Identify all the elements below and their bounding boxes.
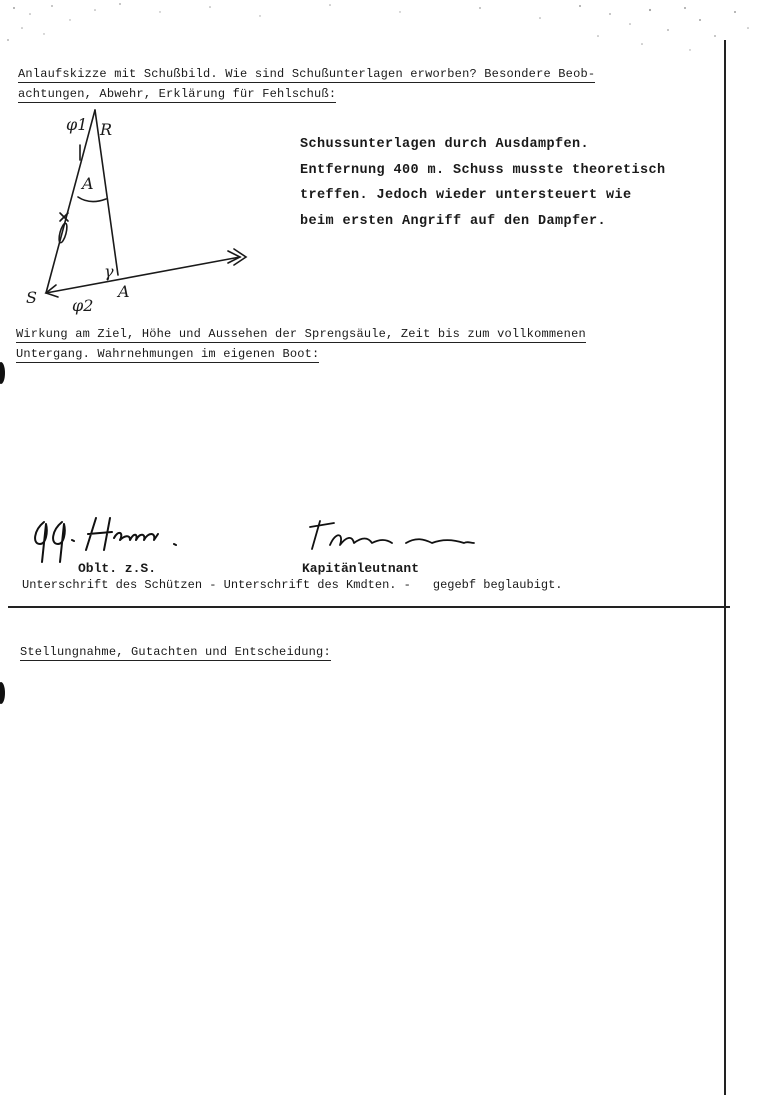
heading-line: Stellungnahme, Gutachten und Entscheidung: <box>20 645 331 659</box>
torpedo-mark <box>58 223 69 244</box>
heading-line: Anlaufskizze mit Schußbild. Wie sind Schußunterlagen erworben? Besondere Beob- <box>18 67 596 81</box>
label-a-lower: A <box>118 282 130 301</box>
label-gamma: γ <box>104 262 114 281</box>
punch-hole <box>0 682 5 704</box>
label-phi1: φ1 <box>66 115 88 134</box>
remark-line: Entfernung 400 m. Schuss musste theoretisch <box>300 162 666 178</box>
section-heading-sketch <box>18 64 595 104</box>
shooter-rank: Oblt. z.S. <box>78 561 157 576</box>
scan-noise <box>0 0 760 60</box>
heading-line: achtungen, Abwehr, Erklärung für Fehlschuß: <box>18 87 337 101</box>
remark-line: Schussunterlagen durch Ausdampfen. <box>300 137 590 152</box>
section-heading-decision <box>20 642 331 662</box>
commander-rank: Kapitänleutnant <box>302 561 420 576</box>
attack-sketch <box>18 105 268 320</box>
commander-signature <box>306 515 476 555</box>
section-heading-effect <box>16 324 586 364</box>
remark-line: treffen. Jedoch wieder untersteuert wie <box>300 188 632 203</box>
certified-note: gegebf beglaubigt. <box>432 578 563 592</box>
label-phi2: φ2 <box>72 296 94 315</box>
commander-caption: Unterschrift des Kmdten. - <box>223 578 411 592</box>
remark-line: beim ersten Angriff auf den Dampfer. <box>300 213 607 229</box>
label-s: S <box>26 288 37 307</box>
label-r: R <box>100 120 113 139</box>
section-divider <box>8 606 730 608</box>
heading-line: Untergang. Wahrnehmungen im eigenen Boot: <box>16 347 320 361</box>
shooter-caption: Unterschrift des Schützen - <box>22 578 217 592</box>
signature-captions <box>22 578 563 592</box>
label-a-upper: A <box>82 174 94 193</box>
right-margin-line <box>724 40 726 1095</box>
angle-arc <box>78 197 106 202</box>
torpedo-track-line <box>46 257 240 293</box>
firing-remarks <box>300 132 666 234</box>
heading-line: Wirkung am Ziel, Höhe und Aussehen der Sprengsäule, Zeit bis zum vollkommenen <box>16 327 586 341</box>
punch-hole <box>0 362 5 384</box>
